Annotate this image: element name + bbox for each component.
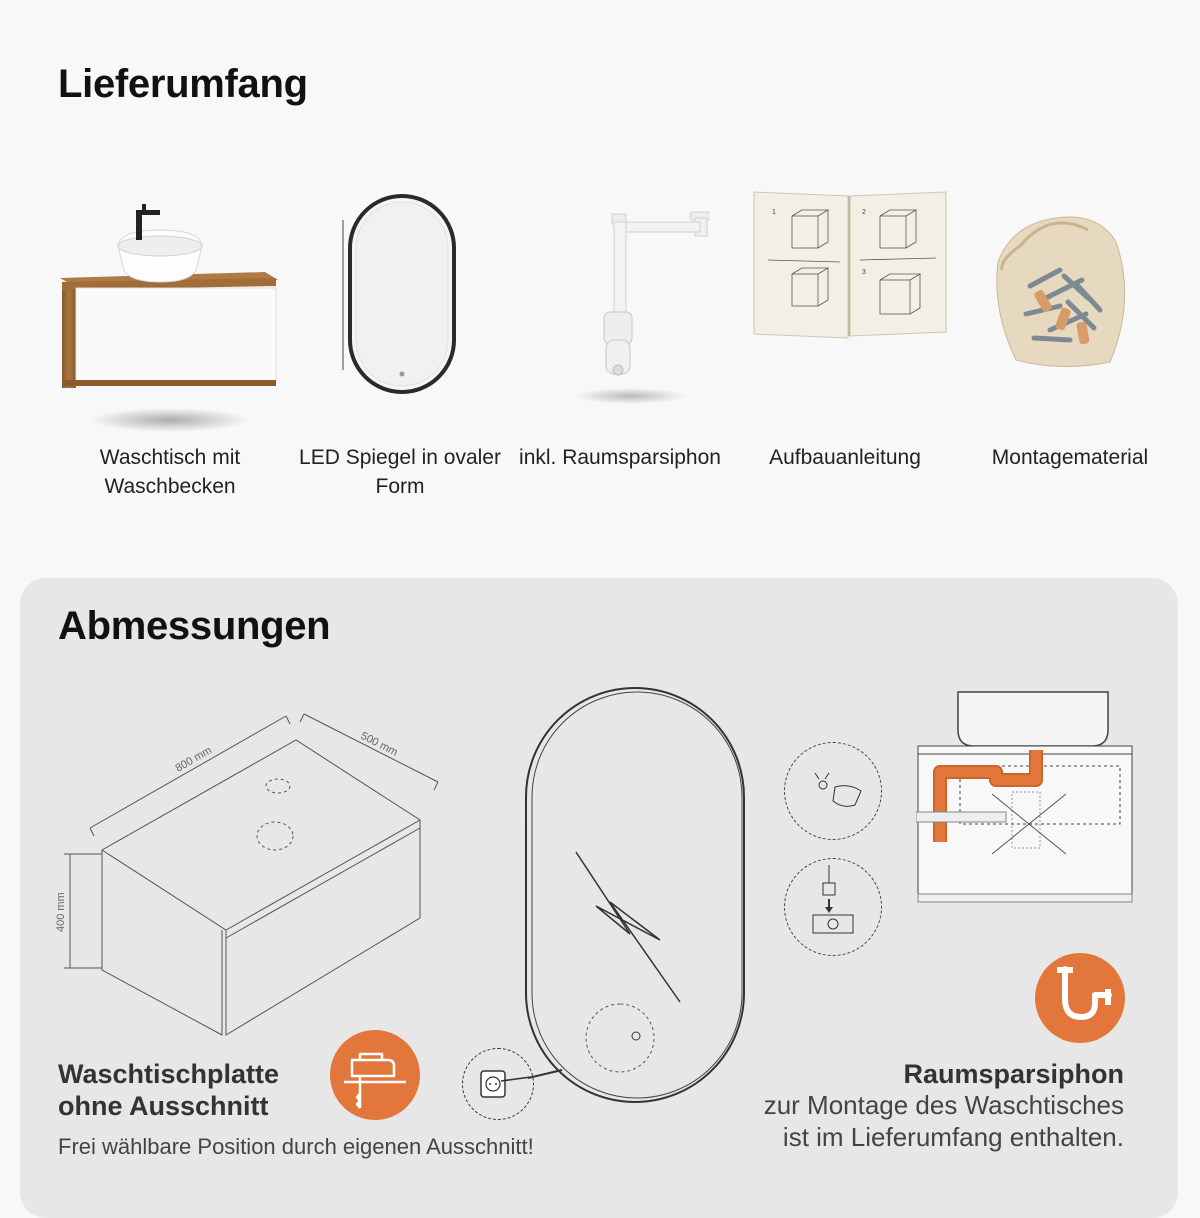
worktop-title-line1: Waschtischplatte (58, 1059, 280, 1089)
vanity-with-basin-icon (50, 190, 290, 440)
oval-led-mirror-icon (340, 190, 470, 400)
jigsaw-icon (330, 1030, 420, 1120)
siphon-icon (1035, 953, 1125, 1043)
worktop-title-line2: ohne Ausschnitt (58, 1091, 269, 1121)
scope-items (40, 190, 1180, 520)
caption-manual: Aufbauanleitung (769, 446, 921, 469)
depth-label: 500 mm (358, 729, 400, 759)
worktop-note: Frei wählbare Position durch eigenen Ausschnitt! (58, 1134, 534, 1159)
siphon-line1: zur Montage des Waschtisches (763, 1090, 1124, 1120)
caption-vanity: Waschtisch mit Waschbecken (99, 446, 241, 498)
mirror-dimension-drawing (520, 684, 750, 1108)
caption-mirror: LED Spiegel in ovaler Form (299, 446, 501, 498)
mounting-hardware-bag-icon (990, 190, 1140, 390)
siphon-title: Raumsparsiphon (903, 1059, 1124, 1089)
cabinet-dimension-drawing (50, 700, 450, 1040)
scope-title: Lieferumfang (58, 62, 308, 106)
manual-step-1: 1 (772, 209, 776, 216)
assembly-manual-icon (750, 190, 950, 340)
plug-detail (784, 858, 882, 956)
touch-switch-detail (784, 742, 882, 840)
caption-hardware: Montagematerial (991, 446, 1149, 469)
space-saving-siphon-icon (540, 190, 710, 410)
height-label: 400 mm (55, 892, 67, 932)
manual-step-2: 2 (862, 209, 866, 216)
dimensions-title: Abmessungen (58, 604, 331, 648)
siphon-installation-drawing (916, 688, 1136, 908)
width-label: 800 mm (173, 744, 214, 775)
caption-siphon: inkl. Raumsparsiphon (519, 446, 721, 469)
manual-step-3: 3 (862, 269, 866, 276)
siphon-line2: ist im Lieferumfang enthalten. (782, 1122, 1124, 1152)
